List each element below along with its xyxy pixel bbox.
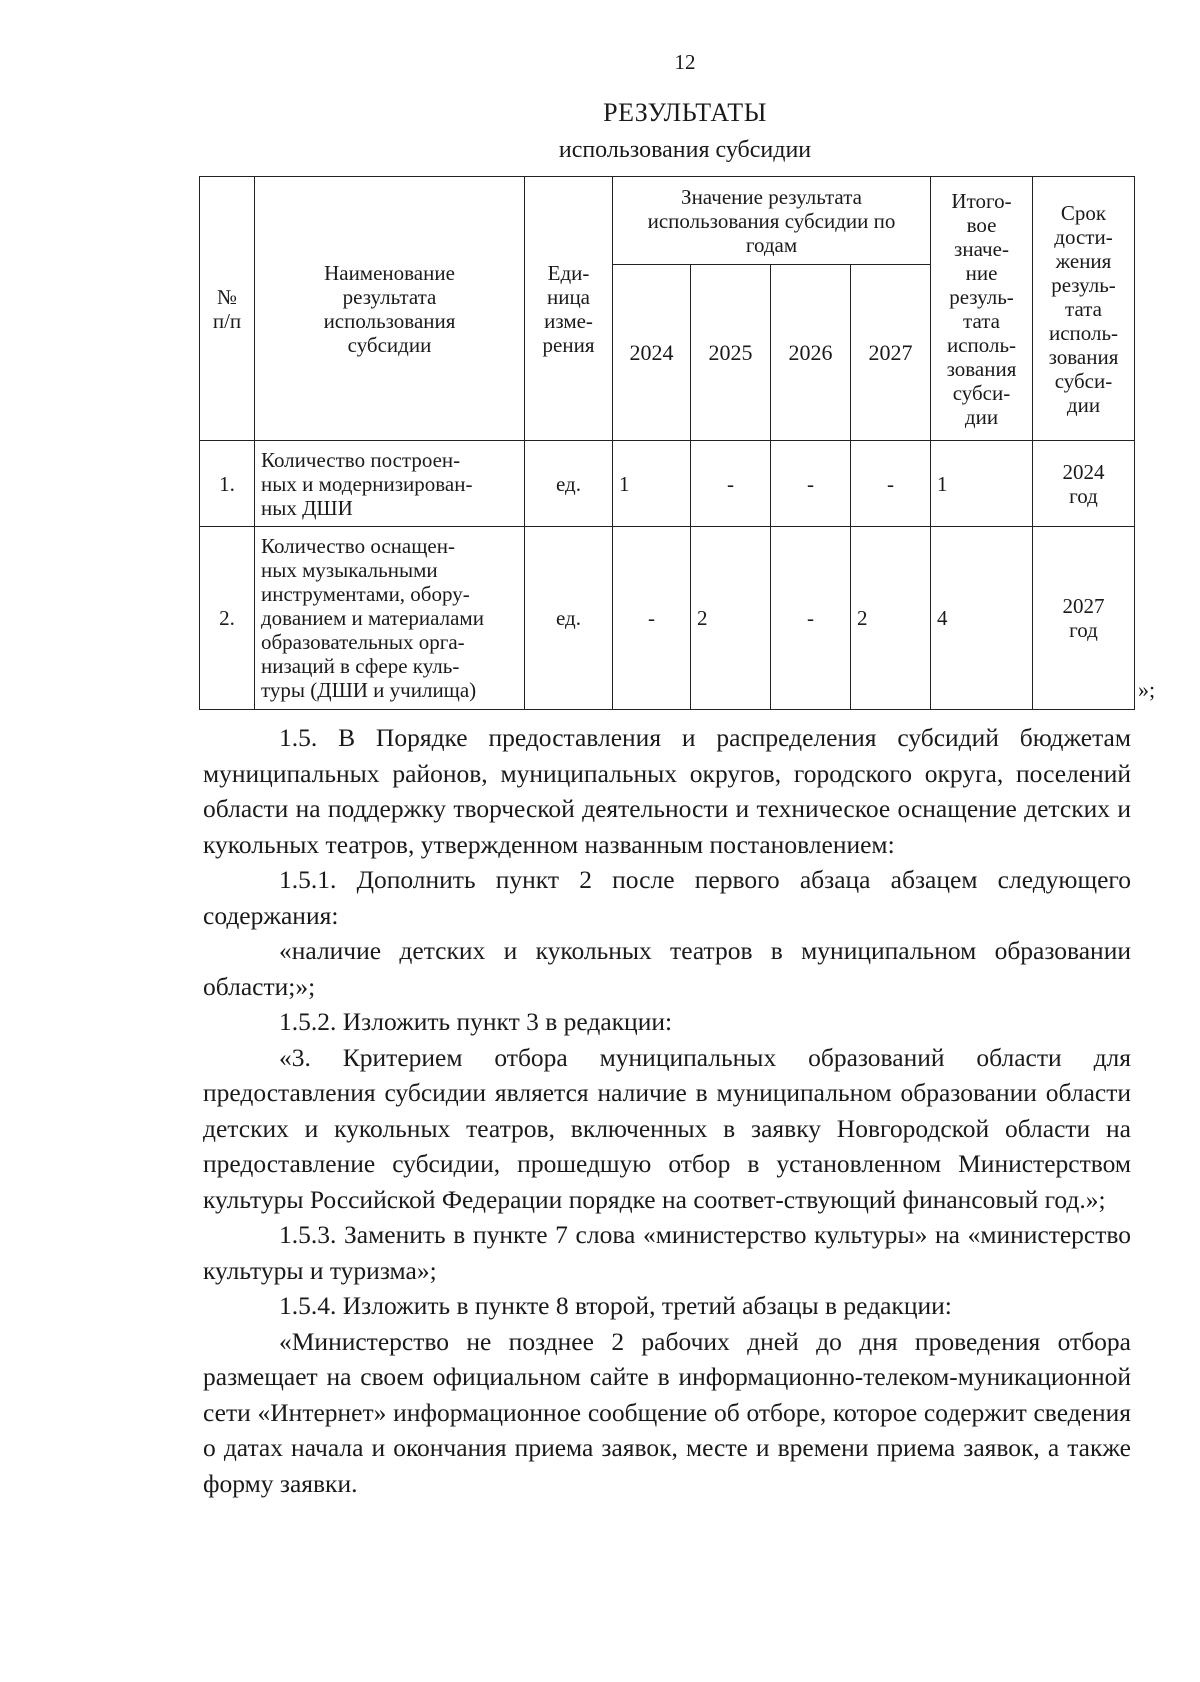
cell-2024: - [613, 527, 691, 710]
cell-2027: 2 [851, 527, 931, 710]
header-year-2027: 2027 [851, 265, 931, 441]
cell-term: 2027 год [1033, 527, 1135, 710]
closing-quote: »; [1138, 677, 1156, 702]
header-term: Срок дости- жения резуль- тата исполь- зования субси- дии [1033, 177, 1135, 441]
paragraph-quote-1: «наличие детских и кукольных театров в муниципальном образовании области;»; [203, 936, 1131, 1001]
header-year-2025: 2025 [691, 265, 771, 441]
header-number: № п/п [200, 177, 255, 441]
paragraph-1-5-1: 1.5.1. Дополнить пункт 2 после первого абзаца абзацем следующего содержания: [203, 865, 1131, 930]
header-year-2026: 2026 [771, 265, 851, 441]
cell-name: Количество оснащен- ных музыкальными инструментами, обору- дованием и материалами образовательных орга- низаций в сфере куль- туры (ДШИ и училища) [255, 527, 525, 710]
header-year-2024: 2024 [613, 265, 691, 441]
cell-2027: - [851, 441, 931, 527]
paragraph-1-5-3: 1.5.3. Заменить в пункте 7 слова «министерство культуры» на «министерство культуры и туризма»; [203, 1220, 1131, 1285]
paragraph-1-5-4: 1.5.4. Изложить в пункте 8 второй, третий абзацы в редакции: [279, 1291, 952, 1320]
table-row [200, 527, 1135, 710]
page-title: РЕЗУЛЬТАТЫ [603, 98, 767, 127]
cell-number: 2. [200, 527, 255, 710]
paragraph-quote-2: «3. Критерием отбора муниципальных образований области для предоставления субсидии является наличие в муниципальном образовании области детских и кукольных театров, включенных в заявку Новгородской области на предоставление субсидии, прошедшую отбор в установленном Министерством культуры Российской Федерации порядке на соответ-ствующий финансовый год.»; [203, 1042, 1131, 1214]
cell-2025: 2 [691, 527, 771, 710]
cell-term: 2024 год [1033, 441, 1135, 527]
paragraph-1-5-2: 1.5.2. Изложить пункт 3 в редакции: [279, 1007, 673, 1036]
cell-unit: ед. [525, 441, 613, 527]
paragraph-quote-3: «Министерство не позднее 2 рабочих дней до дня проведения отбора размещает на своем официальном сайте в информационно-телеком-муникационной сети «Интернет» информационное сообщение об отборе, которое содержит сведения о датах начала и окончания приема заявок, месте и времени приема заявок, а также форму заявки. [203, 1326, 1131, 1498]
body-text [203, 720, 1131, 1501]
table-row [200, 441, 1135, 527]
cell-2026: - [771, 527, 851, 710]
cell-2025: - [691, 441, 771, 527]
cell-number: 1. [200, 441, 255, 527]
cell-total: 4 [931, 527, 1033, 710]
table-header-row [200, 177, 1135, 265]
results-table [199, 176, 1135, 710]
header-unit: Еди- ница изме- рения [525, 177, 613, 441]
header-name: Наименование результата использования субсидии [255, 177, 525, 441]
cell-unit: ед. [525, 527, 613, 710]
header-values-group: Значение результата использования субсидии по годам [613, 177, 931, 265]
cell-2026: - [771, 441, 851, 527]
cell-total: 1 [931, 441, 1033, 527]
header-total: Итого- вое значе- ние резуль- тата исполь- зования субси- дии [931, 177, 1033, 441]
paragraph-1-5: 1.5. В Порядке предоставления и распределения субсидий бюджетам муниципальных районов, муниципальных округов, городского округа, поселений области на поддержку творческой деятельности и техническое оснащение детских и кукольных театров, утвержденном названным постановлением: [203, 723, 1131, 859]
cell-2024: 1 [613, 441, 691, 527]
page-subtitle: использования субсидии [558, 137, 812, 163]
page-number: 12 [674, 50, 696, 74]
cell-name: Количество построен- ных и модернизирован- ных ДШИ [255, 441, 525, 527]
